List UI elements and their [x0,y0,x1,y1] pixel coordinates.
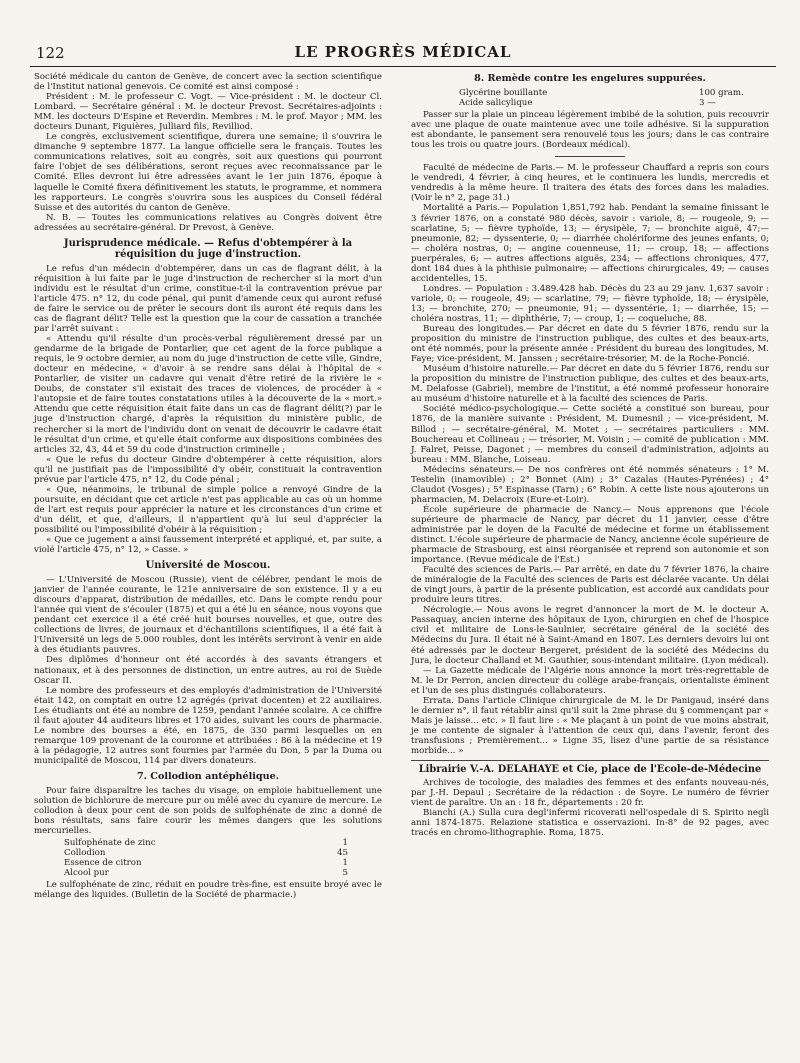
news-gazette-algerie: — La Gazette médicale de l'Algérie nous annonce la mort très-regrettable de M. le Dr Perron, ancien directeur du collège arabe-français, orientaliste éminent et l'un de ses plus distingués collaborateurs. [411,665,769,696]
librairie-heading: Librairie V.-A. DELAHAYE et Cie, place de l'Ecole-de-Médecine [411,760,769,775]
collodion-heading: 7. Collodion antéphélique. [136,771,280,782]
news-mortalite-paris: Mortalité a Paris.— Population 1,851,792 hab. Pendant la semaine finissant le 3 février 1876, on a constaté 980 décès, savoir : variole, 8; — rougeole, 9; — scarlatine, 5; — fièvre typhoïde, 13; — érysipèle, 7; — bronchite aiguë, 47;— pneumonie, 82; — dyssenterie, 0; — diarrhée cholériforme des jeunes enfants, 0; — choléra nostras, 0; — angine couenneuse, 11; — croup, 18; — affections puerpérales, 6; — autres affections aiguës, 234; — affections chroniques, 477, dont 184 dues à la phthisie pulmonaire; — affections chirurgicales, 49; — causes accidentelles, 15. [411,203,769,284]
jurisprudence-attendu-1: « Attendu qu'il résulte d'un procès-verbal régulièrement dressé par un gendarme de la brigade de Pontarlier, que cet agent de la force publique a requis, le 9 octobre dernier, au nom du juge d'instruction de cette ville, Gindre, docteur en médecine, « d'avoir à se rendre sans délai à l'hôpital de « Pontarlier, de visiter un cadavre qui venait d'être retiré de la rivière le « Doubs, de constater s'il existait des traces de violences, de procéder à « l'autopsie et de faire toutes constatations utiles à la découverte de la « mort.» Attendu que cette réquisition était faite dans un cas de flagrant délit(?) par le juge d'instruction chargé, d'après la réquisition du ministère public, de rechercher si la mort de l'individu dont on venait de découvrir le cadavre était le résultat d'un crime, et qu'elle était conforme aux dispositions combinées des articles 32, 43, 44 et 59 du code d'instruction criminelle ; [34,334,382,455]
news-faculte-medecine: Faculté de médecine de Paris.— M. le professeur Chauffard a repris son cours le vendredi, 4 février, à cinq heures, et le continuera les lundis, mercredis et vendredis à la même heure. Il traitera des états des forces dans les maladies. (Voir le n° 2, page 31.) [411,163,769,204]
formula-row: Glycérine bouillante 100 gram. [459,88,744,98]
left-column [34,72,382,901]
remede-formula [411,88,769,108]
news-medecins-senateurs: Médecins sénateurs.— De nos confrères ont été nommés sénateurs : 1° M. Testelin (inamovible) ; 2° Bonnet (Ain) ; 3° Cazalas (Hautes-Pyrénées) ; 4° Claudot (Vosges) ; 5° Espinasse (Tarn) ; 6° Robin. A cette liste nous ajouterons un pharmacien, M. Delacroix (Eure-et-Loir). [411,464,769,505]
formula-row: Essence de citron 1 [64,858,348,869]
jurisprudence-attendu-3: « Que, néanmoins, le tribunal de simple police a renvoyé Gindre de la poursuite, en décidant que cet article n'est pas applicable au cas où un homme de l'art est requis pour apprécier la nature et les circonstances d'un crime et d'un délit, et que, d'ailleurs, il n'appartient qu'à lui seul d'apprécier la possibilité ou l'impossibilité d'obéir à la réquisition ; [34,484,382,535]
news-museum: Muséum d'histoire naturelle.— Par décret en date du 5 février 1876, rendu sur la proposition du ministre de l'instruction publique, des cultes et des beaux-arts, M. Delafosse (Gabriel), membre de l'institut, a été nommé professeur honoraire au muséum d'histoire naturelle et à la faculté des sciences de Paris. [411,364,769,405]
jurisprudence-attendu-2: « Que le refus du docteur Gindre d'obtempérer à cette réquisition, alors qu'il ne justifiait pas de l'impossibilité d'y obéir, constituait la contravention prévue par l'article 475, n° 12, du Code pénal ; [34,454,382,485]
formula-row: Collodion 45 [64,848,348,859]
collodion-description: Pour faire disparaître les taches du visage, on emploie habituellement une solution de bichlorure de mercure pur ou mêlé avec du cyanure de mercure. Le collodion à deux pour cent de son poids de sulfophénate de zinc a donné de bons résultats, sans faire courir les mêmes dangers que les solutions mercurielles. [34,786,382,837]
remede-instructions: Passer sur la plaie un pinceau légèrement imbibé de la solution, puis recouvrir avec une plaque de ouate maintenue avec une toile adhésive. Si la suppuration est abondante, le pansement sera renouvelé tous les jours; dans le cas contraire tous les trois ou quatre jours. (Bordeaux médical). [411,110,769,151]
book-archives-tocologie: Archives de tocologie, des maladies des femmes et des enfants nouveau-nés, par J.-H. Depaul ; Secrétaire de la rédaction : de Soyre. Le numéro de février vient de paraître. Un an : 18 fr., départements : 20 fr. [411,778,769,809]
news-errata: Errata. Dans l'article Clinique chirurgicale de M. le Dr Panigaud, inséré dans le dernier n°, il faut rétablir ainsi qu'il suit la 2me phrase du § commençant par « Mais je laisse... etc. » Il faut lire : « Me plaçant à un point de vue moins abstrait, je me contente de signaler à l'attention de ceux qui, dans l'avenir, feront des transfusions ; Premièrement... » Ligne 35, lisez d'une partie de sa résistance morbide... » [411,695,769,756]
moscou-statistics: Le nombre des professeurs et des employés d'administration de l'Université était 142, on comptait en outre 12 agrégés (privat docenten) et 22 auxiliaires. Les étudiants ont été au nombre de 1259, pendant l'année scolaire. A ce chiffre il faut ajouter 44 auditeurs libres et 170 aides, suivant les cours de pharmacie. Le nombre des bourses a été, en 1875, de 330 parmi lesquelles on en remarque 109 provenant de la couronne et attribuées : 86 à la médecine et 19 à la pédagogie, 12 autres sont fournies par l'armée du Don, 5 par la Duma ou municipalité de Moscou, 114 par divers donateurs. [34,685,382,766]
news-faculte-sciences: Faculté des sciences de Paris.— Par arrêté, en date du 7 février 1876, la chaire de minéralogie de la Faculté des sciences de Paris est déclarée vacante. Un délai de vingt jours, à partir de la présente publication, est accordé aux candidats pour produire leurs titres. [411,565,769,606]
book-bianchi: Bianchi (A.) Sulla cura degl'infermi ricoverati nell'ospedale di S. Spirito negli anni 1874-1875. Relazione statistica e osservazioni. In-8° de 92 pages, avec tracés en chromo-lithographie. Roma, 1875. [411,808,769,839]
geneva-committee-members: Président : M. le professeur C. Vogt. — Vice-président : M. le docteur Cl. Lombard. — Secrétaire général : M. le docteur Prevost. Secrétaires-adjoints : MM. les docteurs D'Espine et Reverdin. Membres : M. le prof. Mayor ; MM. les docteurs Dunant, Figuières, Julliard fils, Revilliod. [34,92,382,133]
moscou-anniversary: — L'Université de Moscou (Russie), vient de célébrer, pendant le mois de janvier de l'année courante, le 121e anniversaire de son existence. Il y a eu discours d'apparat, distribution de médailles, etc. Dans le compte rendu pour l'année qui vient de s'écouler (1875) et qui a été lu en séance, nous voyons que pendant cet exercice il a été créé huit bourses nouvelles, et que, outre des collections de livres, de journaux et d'échantillons scientifiques, il a été fait à l'Université un legs de 5.000 roubles, dont les intérêts serviront à venir en aide à des étudiants pauvres. [34,575,382,656]
moscou-diplomas: Des diplômes d'honneur ont été accordés à des savants étrangers et nationaux, et à des personnes de distinction, un entre autres, au roi de Suède Oscar II. [34,655,382,686]
page-number: 122 [36,44,65,62]
geneva-congress-intro: Société médicale du canton de Genève, de concert avec la section scientifique de l'Institut national genevois. Ce comité est ainsi composé : [34,72,382,93]
collodion-preparation: Le sulfophénate de zinc, réduit en poudre très-fine, est ensuite broyé avec le mélange des liquides. (Bulletin de la Société de pharmacie.) [34,880,382,901]
section-divider [555,156,625,157]
jurisprudence-question: Le refus d'un médecin d'obtempérer, dans un cas de flagrant délit, à la réquisition à lui faite par le juge d'instruction de rechercher si la mort d'un individu est le résultat d'un crime, constitue-t-il la contravention prévue par l'article 475. n° 12, du code pénal, qui punit d'amende ceux qui auront refusé de faire le service ou de prêter le secours dont ils auront été requis dans les cas de flagrant délit? Telle est la question que la cour de cassation a tranchée par l'arrêt suivant : [34,263,382,335]
moscou-heading: Université de Moscou. [145,560,271,572]
formula-row: Alcool pur 5 [64,868,348,879]
geneva-congress-note: N. B. — Toutes les communications relatives au Congrès doivent être adressées au secrétaire-général. Dr Prevost, à Genève. [34,212,382,233]
collodion-formula [34,838,382,878]
jurisprudence-heading: Jurisprudence médicale. — Refus d'obtempérer à la réquisition du juge d'instruction. [63,237,353,260]
news-londres: Londres. — Population : 3.489.428 hab. Décès du 23 au 29 janv. 1,637 savoir : variole, 0; — rougeole, 49; — scarlatine, 79; — fièvre typhoïde, 18; — érysipèle, 13; — bronchite, 270; — pneumonie, 91; — dyssentérie, 1; — diarrhée, 15; — choléra nostras, 11; — diphthérie, 7; — croup, 1; — coqueluche, 88. [411,283,769,324]
page-header [30,40,776,67]
formula-row: Acide salicylique 3 — [459,98,716,109]
geneva-congress-details: Le congrès, exclusivement scientifique, durera une semaine; il s'ouvrira le dimanche 9 septembre 1877. La langue officielle sera le français. Toutes les communications relatives, soit au congrès, soit aux questions qui pourront faire l'objet de ses délibérations, seront reçues avec reconnaissance par le Comité. Elles devront lui être adressées avant le 1er juin 1876, époque à laquelle le Comité fixera définitivement les statuts, le programme, et nommera les rapporteurs. Le congrès s'ouvrira sous les auspices du Conseil fédéral Suisse et des autorités du canton de Genève. [34,132,382,213]
remede-heading: 8. Remède contre les engelures suppurées. [474,73,706,84]
news-necrologie: Nécrologie.— Nous avons le regret d'annoncer la mort de M. le docteur A. Passaquay, ancien interne des hôpitaux de Lyon, chirurgien en chef de l'hospice civil et militaire de Lons-le-Saulnier, secrétaire général de la société des Médecins du Jura. Il était né à Saint-Amand en 1807. Les derniers devoirs lui ont été adressés par le docteur Bergeret, président de la société des Médecins du Jura, le docteur Challand et M. Gauthier, sous-intendant militaire. (Lyon médical). [411,605,769,666]
journal-title: LE PROGRÈS MÉDICAL [294,43,512,61]
news-societe-medico-psychologique: Société médico-psychologique.— Cette société a constitué son bureau, pour 1876, de la manière suivante : Président, M. Dumesnil ; — vice-président, M. Billod ; — secrétaire-général, M. Motet ; — secrétaires particuliers : MM. Bouchereau et Collineau ; — trésorier, M. Voisin ; — comité de publication : MM. J. Falret, Peisse, Dagonet ; — membres du conseil d'administration, adjoints au bureau : MM. Blanche, Loiseau. [411,404,769,465]
news-ecole-pharmacie-nancy: École supérieure de pharmacie de Nancy.— Nous apprenons que l'école supérieure de pharmacie de Nancy, par décret du 11 janvier, cesse d'être administrée par le doyen de la Faculté de médecine et forme un établissement distinct. L'école supérieure de pharmacie de Nancy, ancienne école supérieure de pharmacie de Strasbourg, est ainsi réorganisée et reprend son autonomie et son importance. (Revue médicale de l'Est.) [411,504,769,566]
news-bureau-longitudes: Bureau des longitudes.— Par décret en date du 5 février 1876, rendu sur la proposition du ministre de l'instruction publique, des cultes et des beaux-arts, ont été nommés, pour la présente année : Président du bureau des longitudes, M. Faye; vice-président, M. Janssen ; secrétaire-trésorier, M. de la Roche-Poncié. [411,324,769,365]
jurisprudence-verdict: « Que ce jugement a ainsi faussement interprété et appliqué, et, par suite, a violé l'article 475, n° 12, » Casse. » [34,535,382,556]
right-column [411,72,769,838]
formula-row: Sulfophénate de zinc 1 [64,838,348,849]
